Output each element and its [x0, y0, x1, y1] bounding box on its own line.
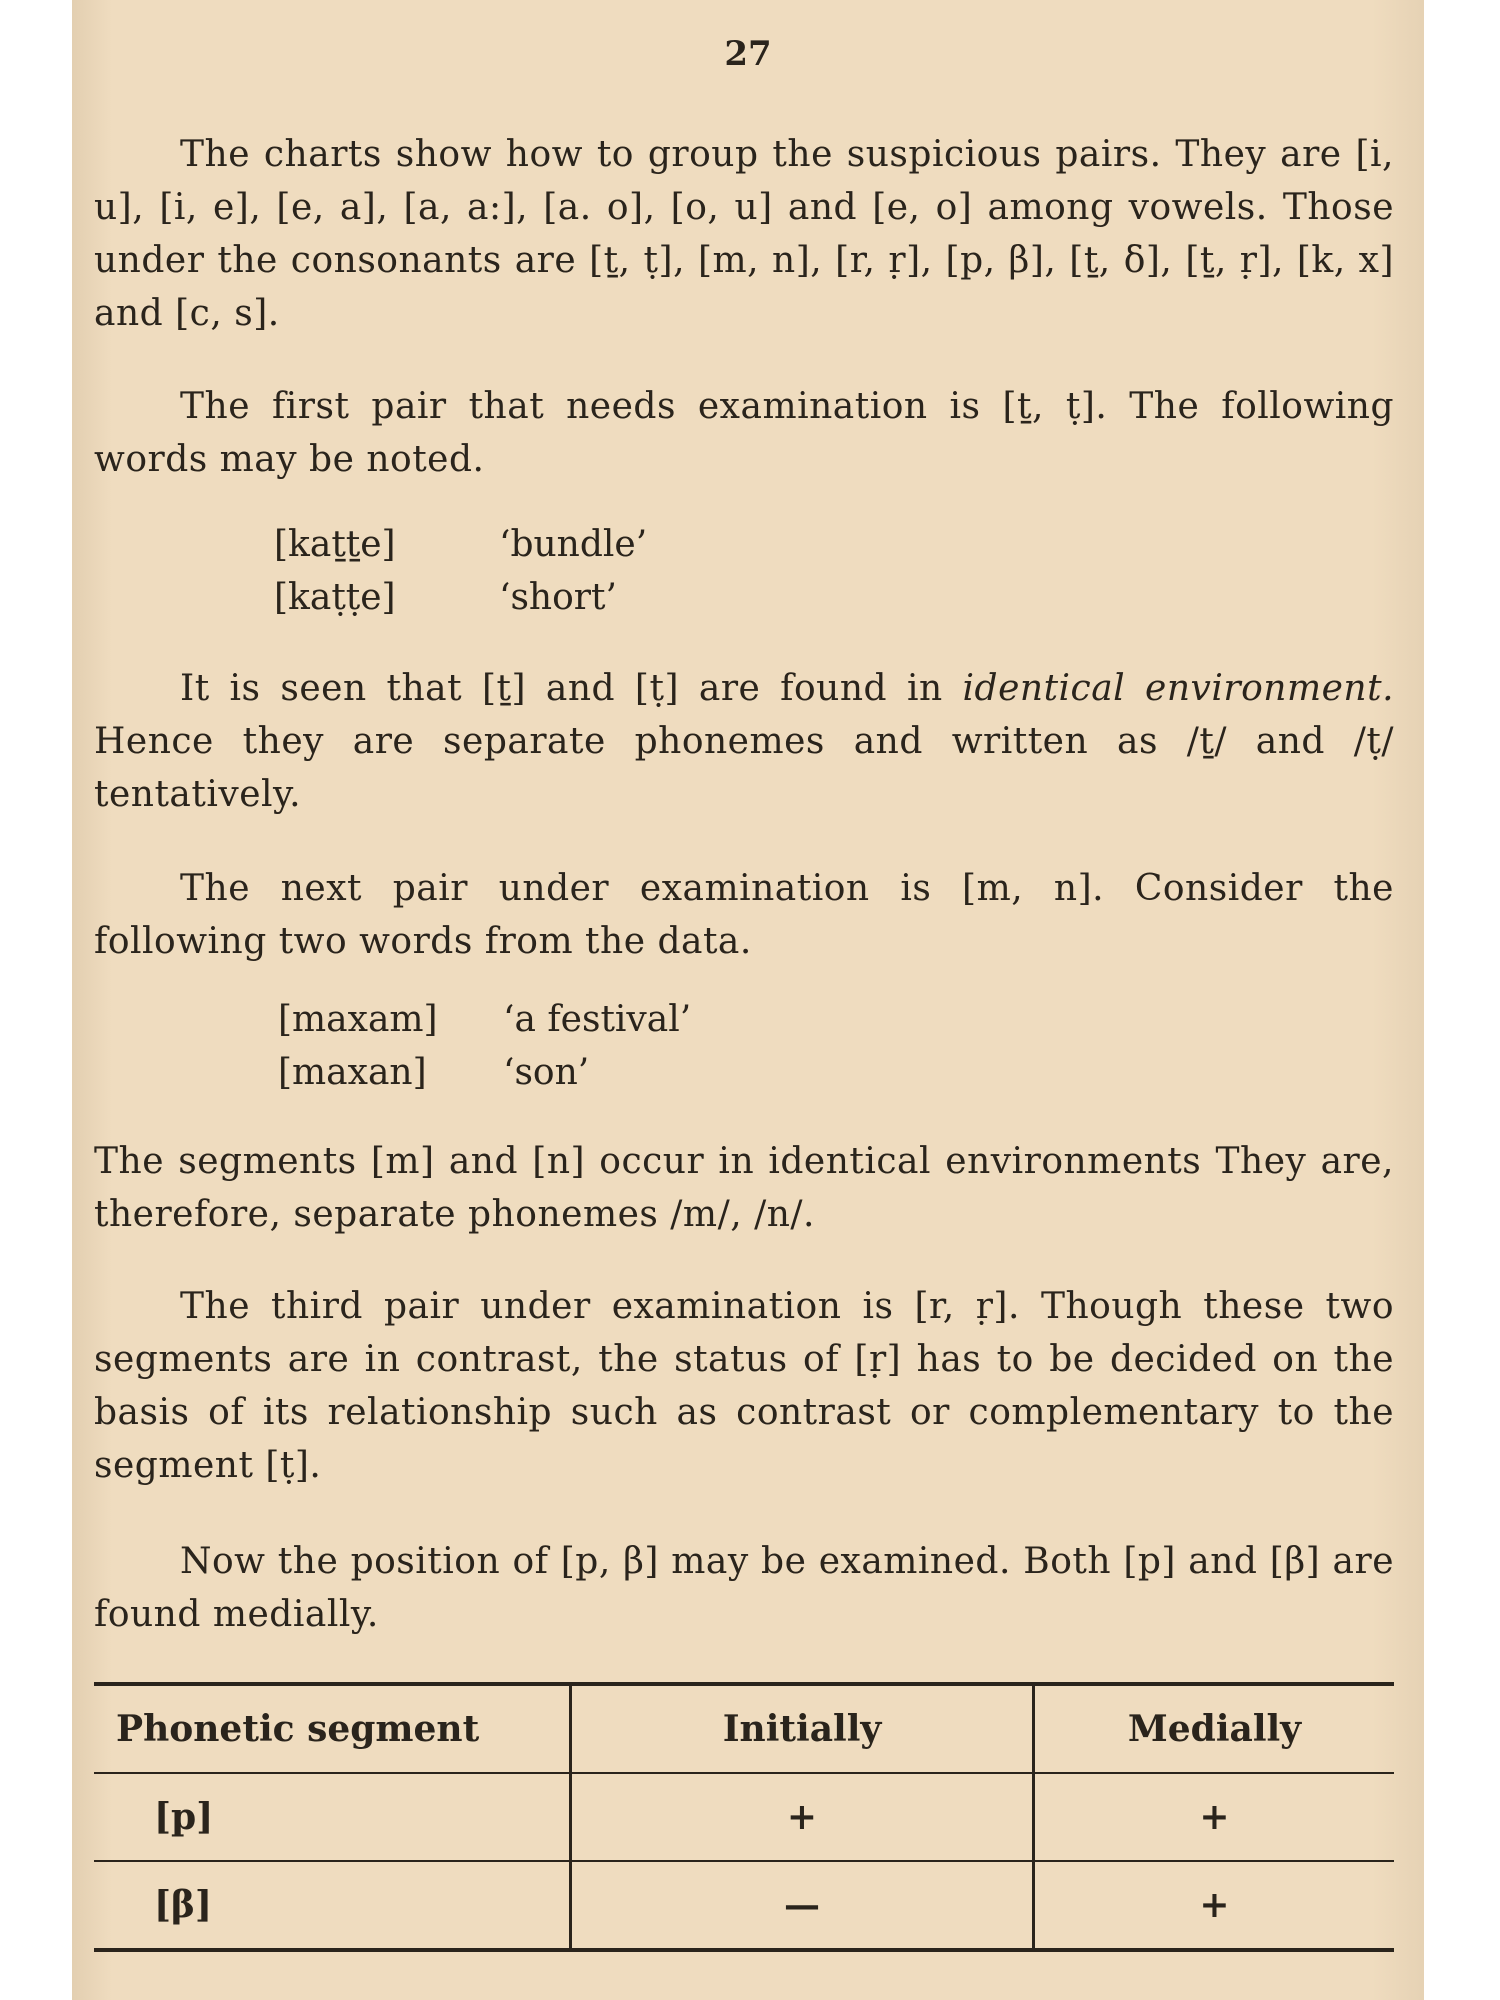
paragraph-next-pair — [94, 862, 1394, 968]
example-form: [maxam] — [278, 999, 438, 1040]
paragraph-text: Now the position of [p, β] may be examined. Both [p] and [β] are found medially. — [94, 1541, 1394, 1635]
paragraph-text: The charts show how to group the suspicious pairs. They are [i, u], [i, e], [e, a], [a, a:], [a. o], [o, u] and [e, o] among vowels. Those under the consonants are [ṯ, ṭ], [m, n], [r, ṛ], [p, β], [ṯ, δ], [ṯ, ṛ], [k, x] and [c, s]. — [94, 134, 1394, 334]
table-cell-medially: + — [1199, 1884, 1230, 1926]
example-word-2 — [274, 571, 617, 624]
table-cell-initially: + — [571, 1773, 1034, 1861]
paragraph-identical-environment — [94, 662, 1394, 821]
example-gloss: ‘a festival’ — [503, 999, 692, 1040]
table-cell-segment: [β] — [94, 1861, 571, 1950]
example-word-1 — [274, 518, 647, 571]
column-header-phonetic-segment: Phonetic segment — [94, 1684, 571, 1773]
example-form: [kaṯṯe] — [274, 524, 396, 565]
example-gloss: ‘son’ — [503, 1052, 590, 1093]
emphasis-text: identical environment. — [962, 668, 1395, 709]
table-row — [94, 1773, 1394, 1861]
example-form: [kaṭṭe] — [274, 577, 396, 618]
paragraph-segments-m-n — [94, 1135, 1394, 1241]
paragraph-suspicious-pairs — [94, 128, 1394, 340]
example-gloss: ‘short’ — [499, 577, 617, 618]
example-word-3 — [278, 993, 691, 1046]
paragraph-third-pair — [94, 1280, 1394, 1492]
column-header-medially: Medially — [1127, 1708, 1302, 1750]
table-cell-segment: [p] — [94, 1773, 571, 1861]
paragraph-text: The segments [m] and [n] occur in identical environments They are, therefore, separate phonemes /m/, /n/. — [94, 1141, 1394, 1235]
segment-distribution-table — [94, 1682, 1394, 1952]
paragraph-text: Hence they are separate phonemes and written as /ṯ/ and /ṭ/ tentatively. — [94, 721, 1394, 815]
table-row — [94, 1861, 1394, 1950]
paragraph-text: The first pair that needs examination is [ṯ, ṭ]. The following words may be noted. — [94, 386, 1394, 480]
paragraph-p-beta — [94, 1535, 1394, 1641]
table-cell-medially: + — [1199, 1796, 1230, 1838]
paragraph-text: The third pair under examination is [r, ṛ]. Though these two segments are in contrast, the status of [ṛ] has to be decided on the basis of its relationship such as contrast or complementary to the segment [ṭ]. — [94, 1286, 1394, 1486]
page-number: 27 — [724, 34, 772, 74]
paragraph-text: It is seen that [ṯ] and [ṭ] are found in — [180, 668, 963, 709]
paragraph-text: The next pair under examination is [m, n]. Consider the following two words from the data. — [94, 868, 1394, 962]
paragraph-first-pair — [94, 380, 1394, 486]
book-page — [72, 0, 1424, 2000]
table-cell-initially: — — [571, 1861, 1034, 1950]
example-form: [maxan] — [278, 1052, 427, 1093]
table-header-row — [94, 1684, 1394, 1773]
example-gloss: ‘bundle’ — [499, 524, 648, 565]
example-word-4 — [278, 1046, 589, 1099]
column-header-initially: Initially — [571, 1684, 1034, 1773]
